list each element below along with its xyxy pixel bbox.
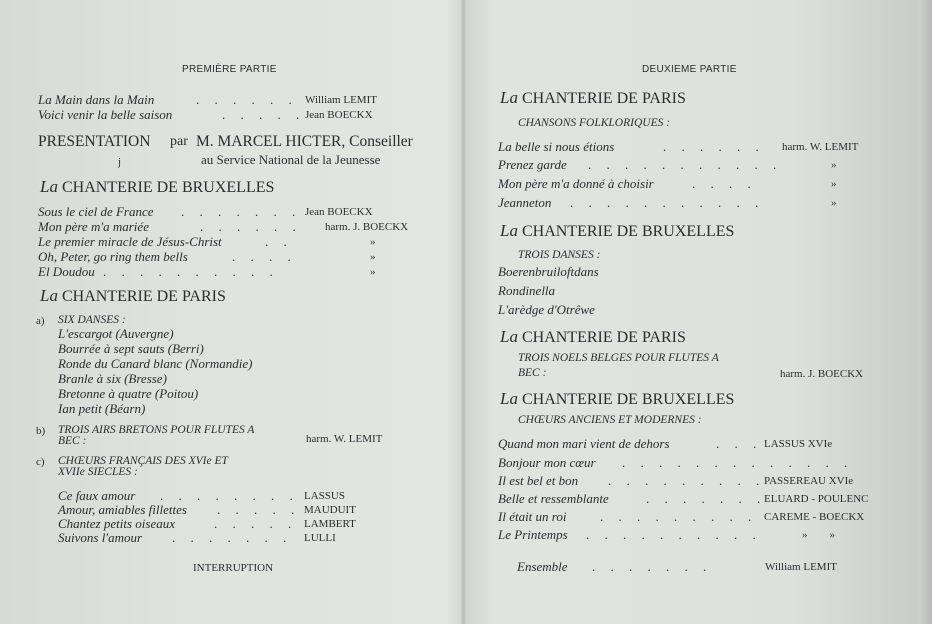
sub-heading: TROIS DANSES : [518,249,601,261]
stray-mark: j [118,156,122,168]
ditto-mark: » [370,236,376,248]
leader-dots: . . . . . [222,107,306,122]
program-item-author: LAMBERT [304,518,356,530]
program-item-title: Ce faux amour [58,488,136,503]
program-item-title: Mon père m'a donné à choisir [498,176,654,191]
program-item-title: La Main dans la Main [38,92,155,107]
section-heading [40,287,226,306]
section-heading [500,89,686,108]
interruption-label: INTERRUPTION [193,562,274,574]
ditto-mark: » [370,251,376,263]
ditto-mark: » » [802,529,835,541]
dance-item: L'escargot (Auvergne) [58,326,174,341]
sub-heading: BEC : [518,367,547,379]
section-name: CHANTERIE DE BRUXELLES [61,179,275,196]
section-la: La [500,88,518,107]
section-la: La [500,327,518,346]
left-page-header: PREMIÈRE PARTIE [182,64,277,75]
program-item-title: Voici venir la belle saison [38,107,173,122]
dance-item: Rondinella [498,283,556,298]
right-page-header: DEUXIEME PARTIE [642,64,737,75]
leader-dots: . . [265,234,293,249]
section-name: CHANTERIE DE PARIS [521,90,686,107]
presentation-affiliation: au Service National de la Jeunesse [201,152,381,167]
program-item-title: Ensemble [517,559,568,574]
leader-dots: . . . . . . . . . [600,509,758,524]
section-la: La [40,177,58,196]
leader-dots: . . . . . . . [592,559,713,574]
leader-dots: . . . . . . . [181,204,302,219]
leader-dots: . . . . . [214,516,298,531]
ditto-mark: » [370,266,376,278]
leader-dots: . . . . . . . . . . . [570,195,765,210]
leader-dots: . . . . . . [200,219,302,234]
program-item-author: MAUDUIT [304,504,356,516]
program-item-author: harm. W. LEMIT [306,433,383,445]
paper-edge [918,0,932,624]
ditto-mark: » [831,197,837,209]
sub-heading: TROIS AIRS BRETONS POUR FLUTES A [58,424,255,436]
page-fold [461,0,467,624]
ditto-mark: » [831,178,837,190]
program-item-author: ELUARD - POULENC [764,493,869,505]
program-item-author: Jean BOECKX [305,206,373,218]
dance-item: Bourrée à sept sauts (Berri) [58,341,204,356]
presentation-label: PRESENTATION [38,133,151,150]
section-la: La [40,286,58,305]
program-item-title: Il était un roi [498,509,567,524]
sub-label: a) [36,315,45,327]
leader-dots: . . . . . . . . . . . . . [622,455,854,470]
section-name: CHANTERIE DE PARIS [61,288,226,305]
leader-dots: . . . . [692,176,757,191]
program-item-title: Chantez petits oiseaux [58,516,175,531]
sub-heading: XVIIe SIECLES : [58,466,138,478]
sub-heading: CHANSONS FOLKLORIQUES : [518,117,671,129]
program-item-title: Oh, Peter, go ring them bells [38,249,188,264]
leader-dots: . . . . . . [196,92,298,107]
section-la: La [500,389,518,408]
leader-dots: . . . . . . [663,139,765,154]
program-item-title: Le Printemps [498,527,568,542]
program-item-author: Jean BOECKX [305,109,373,121]
program-item-title: Bonjour mon cœur [498,455,596,470]
leader-dots: . . . [716,436,763,451]
program-item-author: William LEMIT [305,94,377,106]
program-item-author: harm. J. BOECKX [325,221,409,233]
program-item-title: Sous le ciel de France [38,204,154,219]
program-item-author: LASSUS XVIe [764,438,833,450]
program-item-author: harm. J. BOECKX [780,368,864,380]
presentation-speaker: M. MARCEL HICTER, Conseiller [196,133,413,150]
section-heading [500,328,686,347]
sub-heading: CHŒURS FRANÇAIS DES XVIe ET [58,455,228,467]
section-la: La [500,221,518,240]
program-item-title: Mon père m'a mariée [38,219,149,234]
dance-item: L'arèdge d'Otrêwe [498,302,595,317]
sub-heading: BEC : [58,435,87,447]
section-heading [40,178,274,197]
dance-item: Ian petit (Béarn) [58,401,146,416]
program-item-author: William LEMIT [765,561,837,573]
sub-heading: CHŒURS ANCIENS ET MODERNES : [518,414,702,426]
dance-item: Branle à six (Bresse) [58,371,167,386]
dance-item: Ronde du Canard blanc (Normandie) [58,356,253,371]
dance-item: Boerenbruiloftdans [498,264,599,279]
program-item-title: Le premier miracle de Jésus-Christ [38,234,222,249]
program-item-title: La belle si nous étions [498,139,615,154]
program-item-author: CAREME - BOECKX [764,511,865,523]
sub-label: b) [36,425,46,437]
program-item-title: Il est bel et bon [498,473,579,488]
program-item-title: Jeanneton [498,195,552,210]
ditto-mark: » [831,159,837,171]
program-item-author: harm. W. LEMIT [782,141,859,153]
program-item-title: El Doudou [38,264,95,279]
leader-dots: . . . . . . . . . . . [588,157,783,172]
program-item-title: Quand mon mari vient de dehors [498,436,670,451]
program-item-title: Suivons l'amour [58,530,143,545]
dance-item: Bretonne à quatre (Poitou) [58,386,199,401]
leader-dots: . . . . . . . . . . [103,264,279,279]
leader-dots: . . . . . . . . . [608,473,766,488]
program-item-author: LULLI [304,532,336,544]
section-name: CHANTERIE DE BRUXELLES [521,391,735,408]
section-heading [500,222,734,241]
sub-label: c) [36,456,45,468]
leader-dots: . . . . [232,249,297,264]
leader-dots: . . . . . . . . [160,488,299,503]
leader-dots: . . . . . [217,502,301,517]
program-item-title: Belle et ressemblante [498,491,609,506]
sub-heading: SIX DANSES : [58,314,126,326]
section-heading [500,390,734,409]
section-name: CHANTERIE DE BRUXELLES [521,223,735,240]
program-item-author: LASSUS [304,490,345,502]
program-item-title: Amour, amiables fillettes [58,502,187,517]
section-name: CHANTERIE DE PARIS [521,329,686,346]
program-item-author: PASSEREAU XVIe [764,475,854,487]
presentation-par: par [170,134,188,149]
leader-dots: . . . . . . . [172,530,293,545]
leader-dots: . . . . . . . [646,491,767,506]
leader-dots: . . . . . . . . . . [586,527,762,542]
sub-heading: TROIS NOELS BELGES POUR FLUTES A [518,352,719,364]
program-item-title: Prenez garde [498,157,567,172]
